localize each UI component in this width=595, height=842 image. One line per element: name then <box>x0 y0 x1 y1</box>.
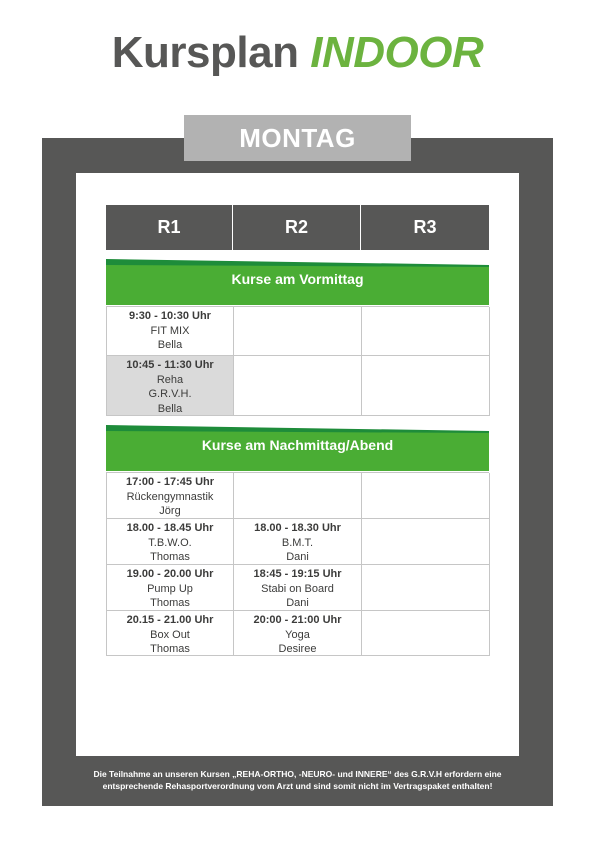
course-name: Stabi on Board <box>261 582 334 595</box>
course-time: 10:45 - 11:30 Uhr <box>126 359 214 371</box>
footer-line-2: entsprechende Rehasportverordnung vom Arzt und sind somit nicht im Vertragspaket enthalten! <box>102 781 493 791</box>
course-name: G.R.V.H. <box>148 388 192 400</box>
course-name: Box Out <box>150 628 190 641</box>
course-cell <box>234 611 362 656</box>
course-name: Yoga <box>285 628 310 641</box>
course-time: 9:30 - 10:30 Uhr <box>129 310 211 322</box>
course-cell <box>234 473 362 519</box>
section-label-evening: Kurse am Nachmittag/Abend <box>201 437 394 453</box>
section-label-morning: Kurse am Vormittag <box>231 271 364 287</box>
course-cell <box>362 307 490 356</box>
table-row <box>107 356 489 416</box>
course-time: 18:45 - 19:15 Uhr <box>253 568 342 580</box>
schedule-table-evening <box>106 472 489 656</box>
section-bar-morning <box>106 259 489 305</box>
footer-line-1: Die Teilnahme an unseren Kursen „REHA-ORTHO, -NEURO- und INNERE“ des G.R.V.H erfordern eine <box>93 769 502 779</box>
room-header-r1: R1 <box>106 205 233 250</box>
course-cell <box>107 307 234 356</box>
course-cell <box>362 565 490 611</box>
course-cell <box>362 611 490 656</box>
course-cell <box>107 565 234 611</box>
course-time: 20:00 - 21:00 Uhr <box>253 614 342 626</box>
course-name: FIT MIX <box>150 324 190 337</box>
footer-note <box>42 768 553 792</box>
table-row <box>107 611 489 656</box>
course-name: Rückengymnastik <box>126 490 214 503</box>
table-row <box>107 473 489 519</box>
course-trainer: Thomas <box>150 551 190 563</box>
day-tab: MONTAG <box>184 115 411 161</box>
course-trainer: Bella <box>157 402 183 415</box>
course-trainer: Thomas <box>150 597 190 609</box>
course-trainer: Thomas <box>150 643 190 655</box>
course-cell <box>234 565 362 611</box>
course-cell <box>107 519 234 565</box>
course-time: 18.00 - 18.30 Uhr <box>254 522 341 534</box>
room-header-r2: R2 <box>233 205 361 250</box>
course-trainer: Jörg <box>159 505 181 517</box>
course-cell <box>107 356 234 416</box>
course-time: 18.00 - 18.45 Uhr <box>126 522 214 534</box>
course-name: T.B.W.O. <box>148 536 192 549</box>
course-cell <box>234 519 362 565</box>
course-name: Pump Up <box>147 582 193 595</box>
schedule-table-morning <box>106 306 489 416</box>
course-time: 19.00 - 20.00 Uhr <box>126 568 214 580</box>
course-cell <box>234 307 362 356</box>
title-main: Kursplan <box>111 28 299 77</box>
table-row <box>107 565 489 611</box>
course-cell <box>362 473 490 519</box>
course-cell <box>107 473 234 519</box>
section-bar-evening <box>106 425 489 471</box>
title-accent: INDOOR <box>310 28 484 77</box>
course-trainer: Dani <box>286 597 309 609</box>
page-title <box>0 28 595 78</box>
course-name: B.M.T. <box>281 536 314 549</box>
course-cell <box>362 356 490 416</box>
course-trainer: Bella <box>157 339 183 351</box>
room-header-row <box>106 205 489 250</box>
course-name: Reha <box>156 373 184 386</box>
course-time: 17:00 - 17:45 Uhr <box>125 476 215 488</box>
room-header-r3: R3 <box>361 205 489 250</box>
course-trainer: Desiree <box>278 643 317 655</box>
course-cell <box>107 611 234 656</box>
table-row <box>107 307 489 356</box>
course-time: 20.15 - 21.00 Uhr <box>126 614 214 626</box>
course-trainer: Dani <box>286 551 309 563</box>
course-cell <box>362 519 490 565</box>
table-row <box>107 519 489 565</box>
course-cell <box>234 356 362 416</box>
